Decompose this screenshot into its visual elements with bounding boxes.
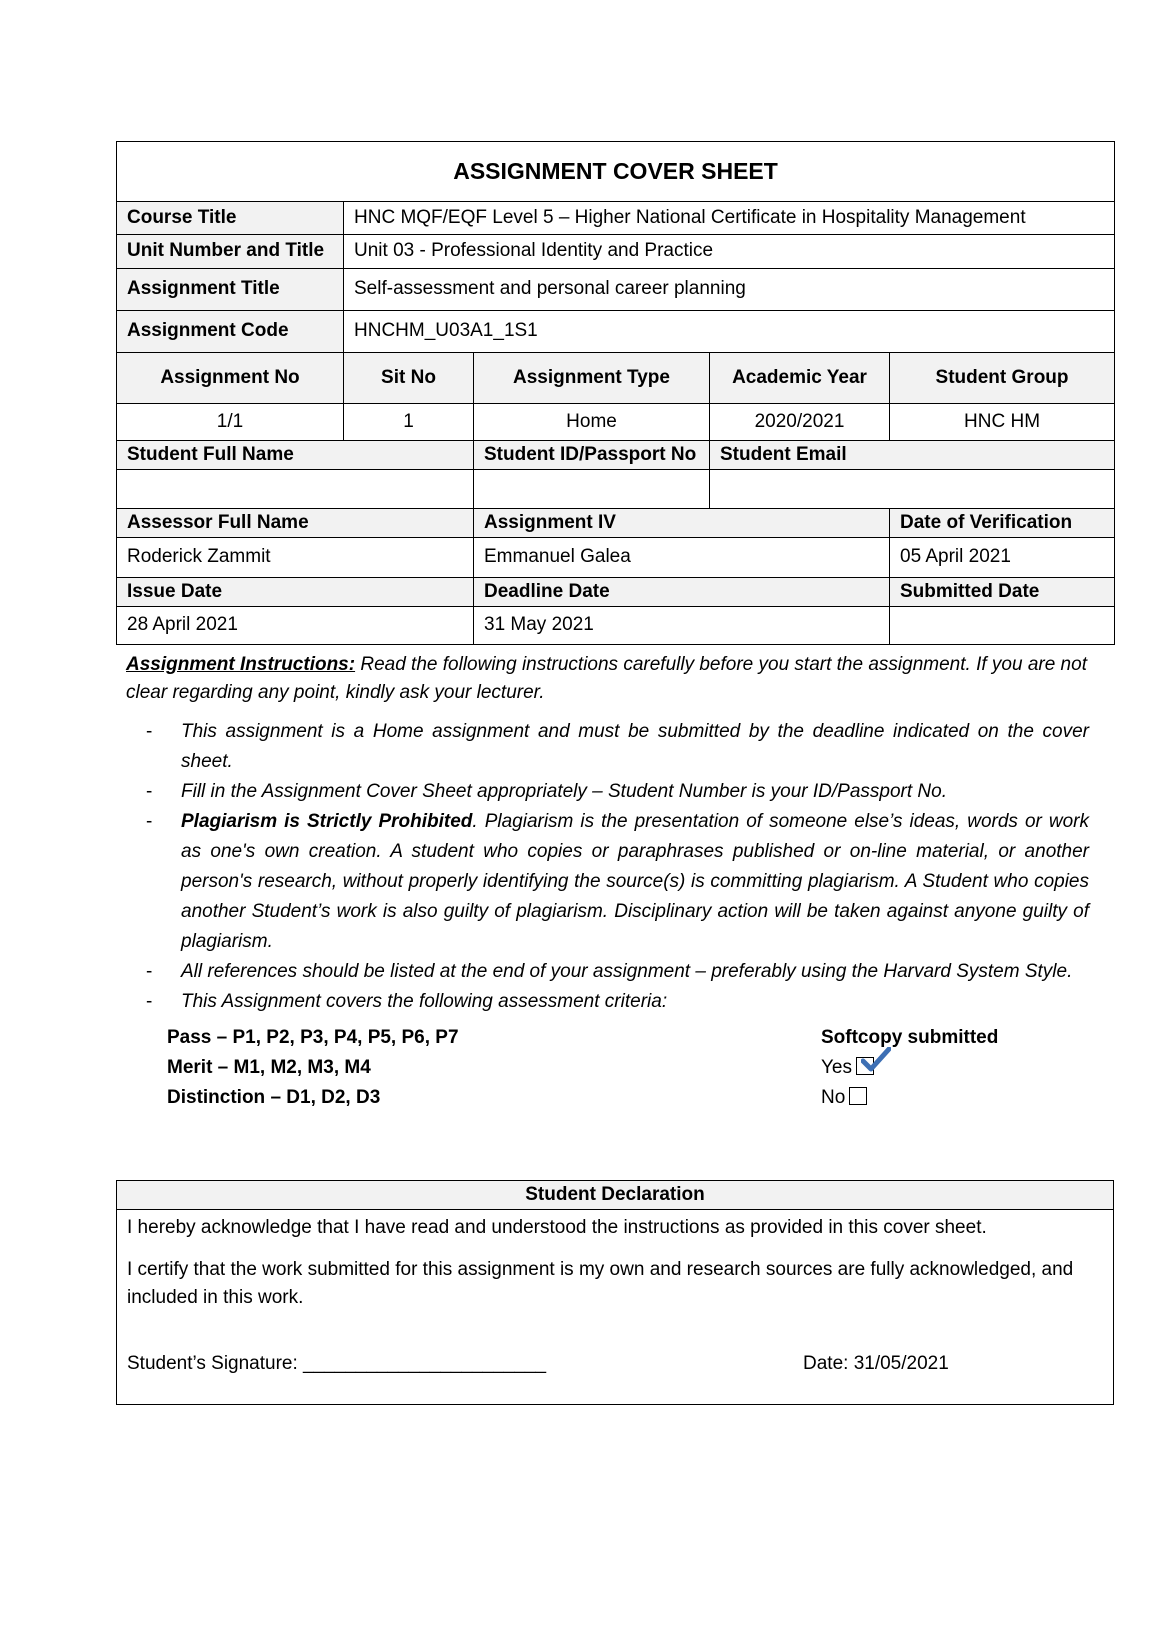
issue-date-value: 28 April 2021 — [117, 607, 474, 645]
assessor-value: Roderick Zammit — [117, 538, 474, 578]
deadline-date-label: Deadline Date — [474, 578, 890, 607]
declaration-line-1: I hereby acknowledge that I have read and understood the instructions as provided in this cover sheet. — [127, 1217, 987, 1238]
submitted-date-field[interactable] — [890, 607, 1115, 645]
declaration-line-2: I certify that the work submitted for this assignment is my own and research sources are fully acknowledged, and included in this work. — [127, 1259, 1074, 1308]
course-title-value: HNC MQF/EQF Level 5 – Higher National Certificate in Hospitality Management — [344, 202, 1115, 235]
academic-year-value: 2020/2021 — [710, 404, 890, 441]
student-id-field[interactable] — [474, 470, 710, 509]
softcopy-no-checkbox[interactable] — [849, 1087, 867, 1105]
list-item: - Fill in the Assignment Cover Sheet appropriately – Student Number is your ID/Passport No. — [146, 781, 947, 802]
declaration-header: Student Declaration — [117, 1181, 1114, 1210]
cover-table — [116, 141, 1115, 645]
assignment-iv-label: Assignment IV — [474, 509, 890, 538]
page-title: ASSIGNMENT COVER SHEET — [117, 142, 1115, 202]
assessor-label: Assessor Full Name — [117, 509, 474, 538]
criteria-pass: Pass – P1, P2, P3, P4, P5, P6, P7 — [167, 1027, 459, 1048]
assignment-type-header: Assignment Type — [474, 353, 710, 404]
list-item: - All references should be listed at the end of your assignment – preferably using the Harvard System Style. — [146, 961, 1073, 982]
sit-no-value: 1 — [344, 404, 474, 441]
verification-date-value: 05 April 2021 — [890, 538, 1115, 578]
softcopy-section — [821, 1023, 998, 1113]
assignment-code-label: Assignment Code — [117, 311, 344, 353]
softcopy-no-label: No — [821, 1087, 846, 1108]
unit-value: Unit 03 - Professional Identity and Practice — [344, 235, 1115, 269]
course-title-label: Course Title — [117, 202, 344, 235]
instructions-lead — [126, 651, 1104, 707]
student-id-label: Student ID/Passport No — [474, 441, 710, 470]
list-item: - This Assignment covers the following assessment criteria: — [146, 991, 668, 1012]
softcopy-label: Softcopy submitted — [821, 1027, 999, 1048]
check-icon — [861, 1047, 891, 1073]
assignment-iv-value: Emmanuel Galea — [474, 538, 890, 578]
instruction-list — [126, 717, 1104, 1017]
assignment-no-header: Assignment No — [117, 353, 344, 404]
student-group-header: Student Group — [890, 353, 1115, 404]
softcopy-no — [821, 1083, 998, 1113]
instructions-lead-text: Read the following instructions carefully before you start the assignment. If you are not clear regarding any point, kindly ask your lecturer. — [126, 654, 1087, 703]
verification-date-label: Date of Verification — [890, 509, 1115, 538]
criteria-merit: Merit – M1, M2, M3, M4 — [167, 1057, 371, 1078]
assignment-no-value: 1/1 — [117, 404, 344, 441]
list-item: - This assignment is a Home assignment and must be submitted by the deadline indicated on the cover sheet. — [146, 721, 1089, 772]
deadline-date-value: 31 May 2021 — [474, 607, 890, 645]
academic-year-header: Academic Year — [710, 353, 890, 404]
assignment-type-value: Home — [474, 404, 710, 441]
sit-no-header: Sit No — [344, 353, 474, 404]
softcopy-yes-label: Yes — [821, 1057, 852, 1078]
criteria-list — [167, 1023, 459, 1113]
assignment-code-value: HNCHM_U03A1_1S1 — [344, 311, 1115, 353]
assignment-title-value: Self-assessment and personal career planning — [344, 269, 1115, 311]
student-signature: Student’s Signature: _______________________ — [127, 1353, 547, 1374]
list-item: - Plagiarism is Strictly Prohibited. Plagiarism is the presentation of someone else’s ideas, words or work as one's own creation. A student who copies or paraphrases published or on-line material, or another person's research, without properly identifying the source(s) is committing plagiarism. A Student who copies another Student’s work is also guilty of plagiarism. Disciplinary action will be taken against anyone guilty of plagiarism. — [146, 811, 1089, 952]
declaration-table — [116, 1180, 1114, 1405]
instructions — [116, 651, 1114, 1017]
submitted-date-label: Submitted Date — [890, 578, 1115, 607]
student-group-value: HNC HM — [890, 404, 1115, 441]
softcopy-yes — [821, 1053, 998, 1083]
cover-sheet — [116, 141, 1114, 1405]
instructions-label: Assignment Instructions: — [126, 654, 356, 675]
assignment-title-label: Assignment Title — [117, 269, 344, 311]
student-email-label: Student Email — [710, 441, 1115, 470]
criteria-distinction: Distinction – D1, D2, D3 — [167, 1087, 381, 1108]
assessment-criteria — [116, 1023, 1114, 1123]
student-email-field[interactable] — [710, 470, 1115, 509]
student-name-field[interactable] — [117, 470, 474, 509]
student-name-label: Student Full Name — [117, 441, 474, 470]
declaration-date: Date: 31/05/2021 — [803, 1353, 949, 1374]
declaration-body — [117, 1210, 1114, 1405]
issue-date-label: Issue Date — [117, 578, 474, 607]
unit-label: Unit Number and Title — [117, 235, 344, 269]
